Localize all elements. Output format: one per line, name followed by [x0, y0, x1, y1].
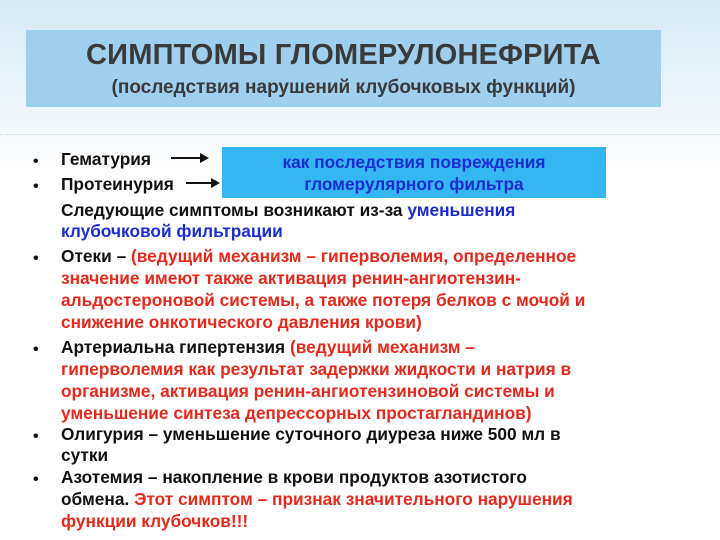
list-item-oliguria: Олигурия – уменьшение суточного диуреза ниже 500 мл в	[61, 424, 561, 444]
page-title: СИМПТОМЫ ГЛОМЕРУЛОНЕФРИТА	[86, 39, 601, 71]
list-item-azotemia: Азотемия – накопление в крови продуктов азотистого	[61, 467, 527, 487]
hypertension-explanation: (ведущий механизм –	[289, 337, 475, 357]
edema-explanation-line-4: снижение онкотического давления крови)	[61, 312, 422, 332]
azotemia-warning-line-2: функции клубочков!!!	[61, 511, 249, 531]
bullet-marker: •	[33, 341, 39, 358]
list-item-edema	[61, 246, 576, 266]
arrow-right-icon	[170, 150, 210, 166]
bullet-marker: •	[33, 428, 39, 445]
filtration-text: Следующие симптомы возникают из-за	[61, 200, 408, 220]
azotemia-text: обмена.	[61, 489, 135, 509]
bullet-marker: •	[33, 153, 39, 170]
callout-box	[222, 147, 606, 198]
filtration-highlight: уменьшения	[407, 200, 516, 220]
list-item-hypertension	[61, 337, 475, 357]
oliguria-line-2: сутки	[61, 445, 109, 465]
divider	[0, 134, 720, 135]
hypertension-explanation-line-4: уменьшение синтеза депрессорных простагландинов)	[61, 403, 532, 423]
arrow-right-icon	[185, 175, 221, 191]
title-banner	[26, 30, 661, 107]
hypertension-label: Артериальна гипертензия	[61, 337, 290, 357]
list-item-hematuria: Гематурия	[61, 149, 152, 169]
hypertension-explanation-line-2: гиперволемия как результат задержки жидкости и натрия в	[61, 359, 572, 379]
hypertension-explanation-line-3: организме, активация ренин-ангиотензиновой системы и	[61, 381, 555, 401]
edema-explanation-line-3: альдостероновой системы, а также потеря белков с мочой и	[61, 290, 586, 310]
azotemia-line-2	[61, 489, 573, 509]
edema-explanation-line-2: значение имеют также активация ренин-ангиотензин-	[61, 268, 521, 288]
edema-explanation: (ведущий механизм – гиперволемия, определенное	[131, 246, 577, 266]
bullet-marker: •	[33, 250, 39, 267]
edema-label: Отеки –	[61, 246, 132, 266]
list-item-filtration	[61, 200, 515, 220]
bullet-marker: •	[33, 178, 39, 195]
bullet-marker: •	[33, 471, 39, 488]
list-item-proteinuria: Протеинурия	[61, 174, 174, 194]
callout-line-2: гломерулярного фильтра	[304, 174, 524, 194]
filtration-highlight-cont: клубочковой фильтрации	[61, 221, 283, 241]
callout-line-1: как последствия повреждения	[282, 152, 546, 172]
page-subtitle: (последствия нарушений клубочковых функций)	[111, 77, 576, 98]
azotemia-warning: Этот симптом – признак значительного нарушения	[134, 489, 573, 509]
